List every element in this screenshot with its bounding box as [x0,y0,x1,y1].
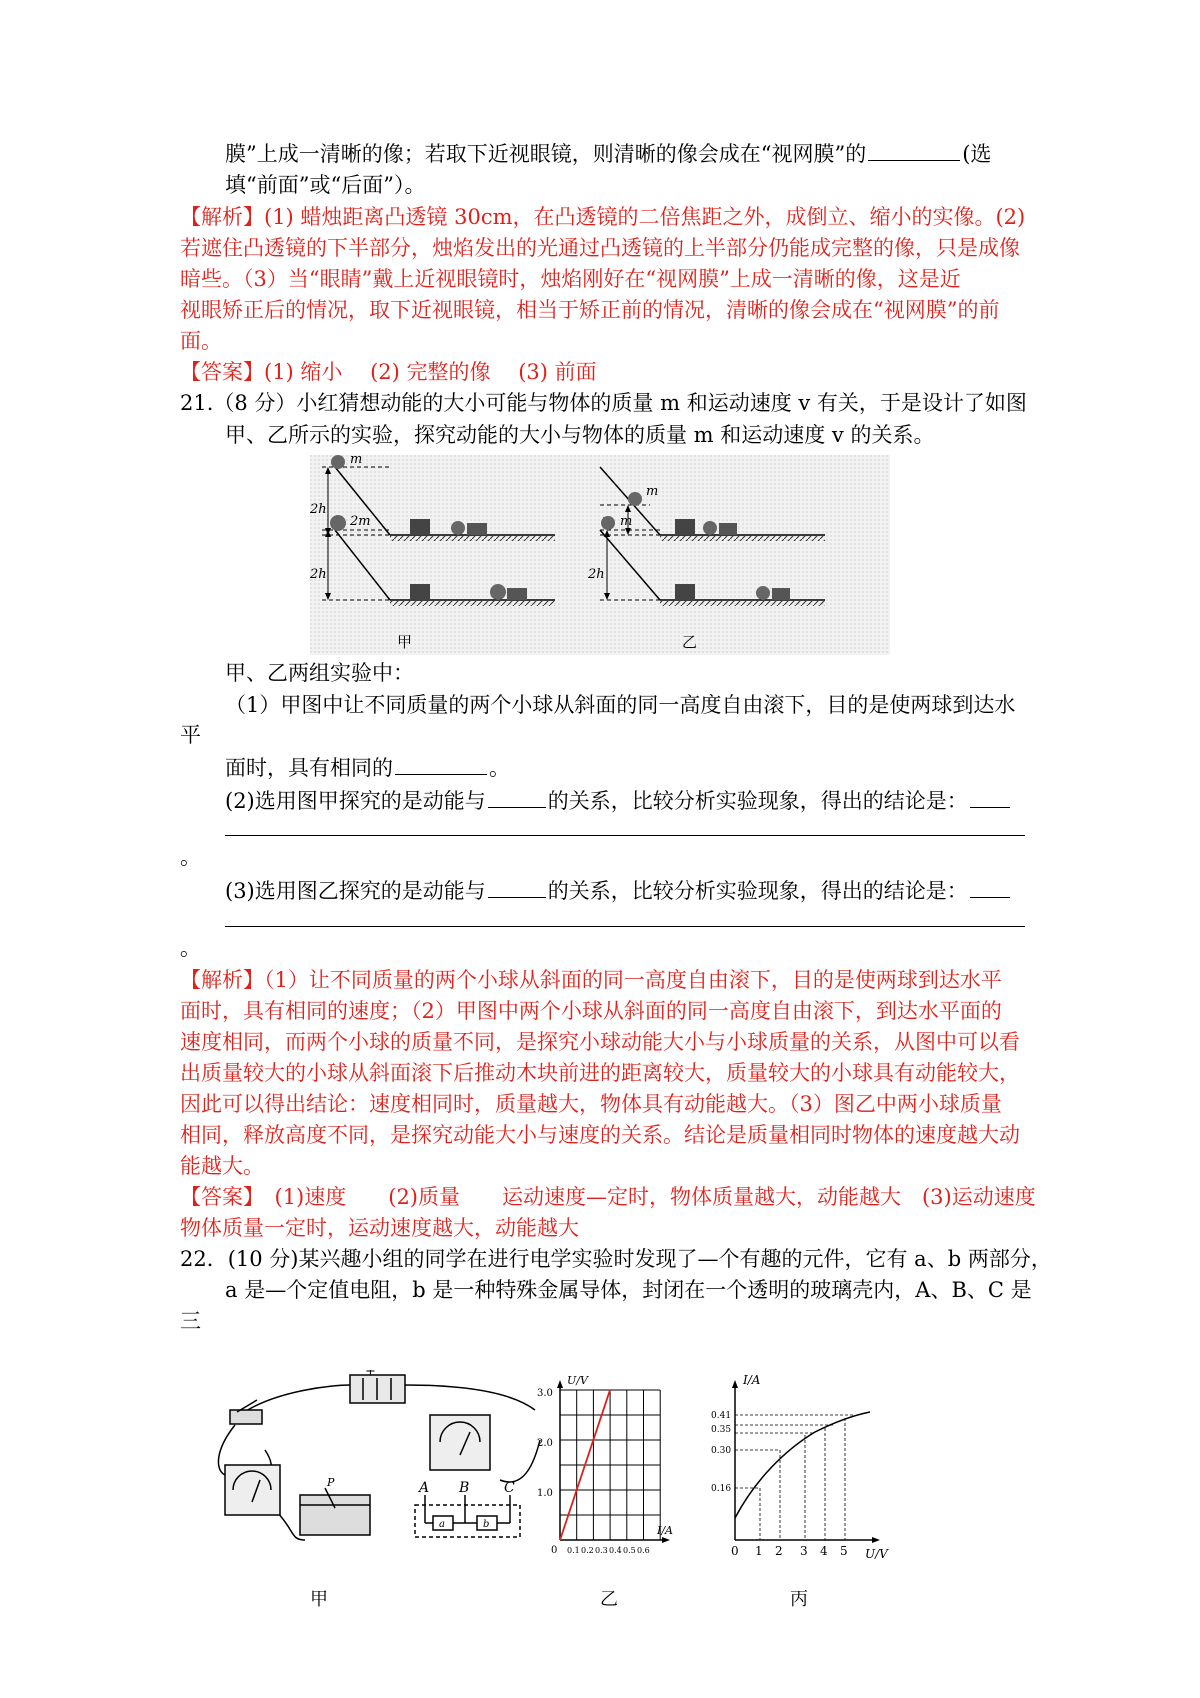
tick-label: 1 [755,1544,763,1558]
intro-line-2: 填“前面”或“后面”）。 [225,173,426,197]
graph-yi [557,1380,670,1543]
q22-stem-line-2: a 是—个定值电阻，b 是一种特殊金属导体，封闭在一个透明的玻璃壳内，A、B、C 是 [225,1278,1032,1302]
q21-answer-line-2: 物体质量一定时，运动速度越大，动能越大 [180,1216,579,1240]
tick-label: 0.41 [711,1411,732,1421]
figure-label-yi: 乙 [682,633,698,651]
tick-label: 4 [820,1544,828,1558]
tick-label: 2 [775,1544,783,1558]
axis-label-i: I/A [657,1524,673,1537]
q21-analysis-line-3: 速度相同，而两个小球的质量不同，是探究小球动能大小与小球质量的关系，从图中可以看 [180,1030,1020,1054]
figure-label-yi: 乙 [600,1589,618,1610]
answer-blank [395,752,487,775]
intro-line-1: 膜”上成一清晰的像；若取下近视眼镜，则清晰的像会成在“视网膜”的 (选 [225,138,991,169]
q21-analysis-line-4: 出质量较大的小球从斜面滚下后推动木块前进的距离较大，质量较大的小球具有动能较大， [180,1061,1020,1085]
ball [628,492,642,506]
q21-part3-period: 。 [180,936,201,960]
ball [756,586,770,600]
i-u-curve [735,1412,870,1518]
circuit-figure [215,1370,1015,1610]
figure-label-jia: 甲 [397,633,413,651]
ball [490,584,506,600]
wood-block [675,584,695,600]
axis-label-i: I/A [743,1373,761,1387]
answer-line [225,835,1025,836]
axis-label-u: U/V [865,1547,888,1561]
mass-label: 2m [350,514,371,529]
q21-analysis-line-5: 因此可以得出结论：速度相同时，质量越大，物体具有动能越大。（3）图乙中两小球质量 [180,1092,1002,1116]
q21-groups: 甲、乙两组实验中： [225,661,414,685]
kinetic-energy-figure [310,455,890,655]
ball [703,521,717,535]
wood-block [410,584,430,600]
component-box [415,1505,520,1537]
q20-analysis-line-5: 面。 [180,329,222,353]
rheostat [300,1495,370,1535]
voltmeter [430,1415,490,1470]
tick-label: 2.0 [537,1438,553,1449]
battery-plus: + [365,1370,376,1379]
graph-bing [732,1380,880,1543]
circuit-diagram [218,1375,540,1540]
switch [230,1410,262,1424]
q21-analysis-line-7: 能越大。 [180,1154,264,1178]
tick-label: 0.3 [595,1546,608,1555]
mass-label: m [646,484,659,499]
resistor-a-label: a [439,1519,445,1530]
q21-analysis-line-2: 面时，具有相同的速度；（2）甲图中两个小球从斜面的同一高度自由滚下，到达水平面的 [180,999,1002,1023]
q22-stem-line-1: 22．(10 分)某兴趣小组的同学在进行电学实验时发现了—个有趣的元件，它有 a、b 两部分， [180,1247,1052,1271]
q20-answer: 【答案】(1) 缩小 (2) 完整的像 (3) 前面 [180,360,597,384]
q21-stem-line-2: 甲、乙所示的实验，探究动能的大小与物体的质量 m 和运动速度 v 的关系。 [225,423,935,447]
height-label: 2h [310,567,327,582]
pushed-block [467,523,487,535]
figure-label-jia: 甲 [310,1589,328,1610]
q21-stem-line-1: 21.（8 分）小红猜想动能的大小可能与物体的质量 m 和运动速度 v 有关，于是设计了如图 [180,391,1027,415]
height-label: 2h [310,502,327,517]
conductor-b-label: b [483,1519,490,1530]
q21-answer-line-1: 【答案】 (1)速度 (2)质量 运动速度—定时，物体质量越大，动能越大 (3)运动速度 [180,1185,1036,1209]
answer-line [225,926,1025,927]
terminal-c: C [504,1480,515,1496]
tick-label: 0.2 [581,1546,594,1555]
answer-blank [488,785,546,808]
ball [331,455,345,469]
answer-blank [868,138,960,161]
q21-analysis-line-6: 相同，释放高度不同，是探究动能大小与速度的关系。结论是质量相同时物体的速度越大动 [180,1123,1020,1147]
tick-label: 0 [551,1545,558,1556]
tick-label: 5 [840,1544,848,1558]
tick-label: 3.0 [537,1388,553,1399]
q21-part2-period: 。 [180,845,201,869]
q20-analysis-line-3: 暗些。（3）当“眼睛”戴上近视眼镜时，烛焰刚好在“视网膜”上成一清晰的像，这是近 [180,267,961,291]
answer-blank [970,875,1010,898]
tick-label: 0.35 [711,1425,732,1435]
pushed-block [719,523,737,535]
q20-analysis-line-1: 【解析】(1) 蜡烛距离凸透镜 30cm，在凸透镜的二倍焦距之外，成倒立、缩小的实像。(2) [180,205,1026,229]
mass-label: m [350,455,363,467]
tick-label: 0.1 [567,1546,580,1555]
tick-label: 0 [731,1544,739,1558]
figure-background [310,455,890,655]
wood-block [410,519,430,535]
tick-label: 0.6 [637,1546,650,1555]
answer-blank [970,785,1010,808]
tick-label: 3 [800,1544,808,1558]
answer-blank [488,875,546,898]
pushed-block [772,588,790,600]
tick-label: 0.4 [609,1546,622,1555]
figure-label-bing: 丙 [790,1589,808,1610]
wood-block [675,519,695,535]
axis-label-u: U/V [567,1374,588,1387]
ball [330,515,346,531]
slider-label: P [327,1476,335,1489]
height-label: 2h [588,567,605,582]
ball [601,516,615,530]
q20-analysis-line-2: 若遮住凸透镜的下半部分，烛焰发出的光通过凸透镜的上半部分仍能成完整的像，只是成像 [180,236,1020,260]
q21-part2: (2)选用图甲探究的是动能与 的关系，比较分析实验现象，得出的结论是： [225,785,1012,816]
tick-label: 1.0 [537,1488,553,1499]
terminal-a: A [419,1480,430,1496]
terminal-b: B [459,1480,470,1496]
circuit-and-graphs [215,1370,1015,1610]
q21-analysis-line-1: 【解析】（1）让不同质量的两个小球从斜面的同一高度自由滚下，目的是使两球到达水平 [180,968,1002,992]
q22-stem-line-3: 三 [180,1309,201,1333]
mass-label: m [620,514,633,529]
q21-part1-line-1: （1）甲图中让不同质量的两个小球从斜面的同一高度自由滚下，目的是使两球到达水 [225,693,1016,717]
q21-part3: (3)选用图乙探究的是动能与 的关系，比较分析实验现象，得出的结论是： [225,875,1012,906]
tick-label: 0.30 [711,1446,732,1456]
tick-label: 0.16 [711,1484,732,1494]
ball [451,521,465,535]
q20-analysis-line-4: 视眼矫正后的情况，取下近视眼镜，相当于矫正前的情况，清晰的像会成在“视网膜”的前 [180,298,1000,322]
q21-part1-line-3: 面时，具有相同的 。 [225,752,510,783]
q21-part1-line-2: 平 [180,723,201,747]
pushed-block [507,588,527,600]
ramp-diagrams [310,455,890,655]
tick-label: 0.5 [623,1546,636,1555]
